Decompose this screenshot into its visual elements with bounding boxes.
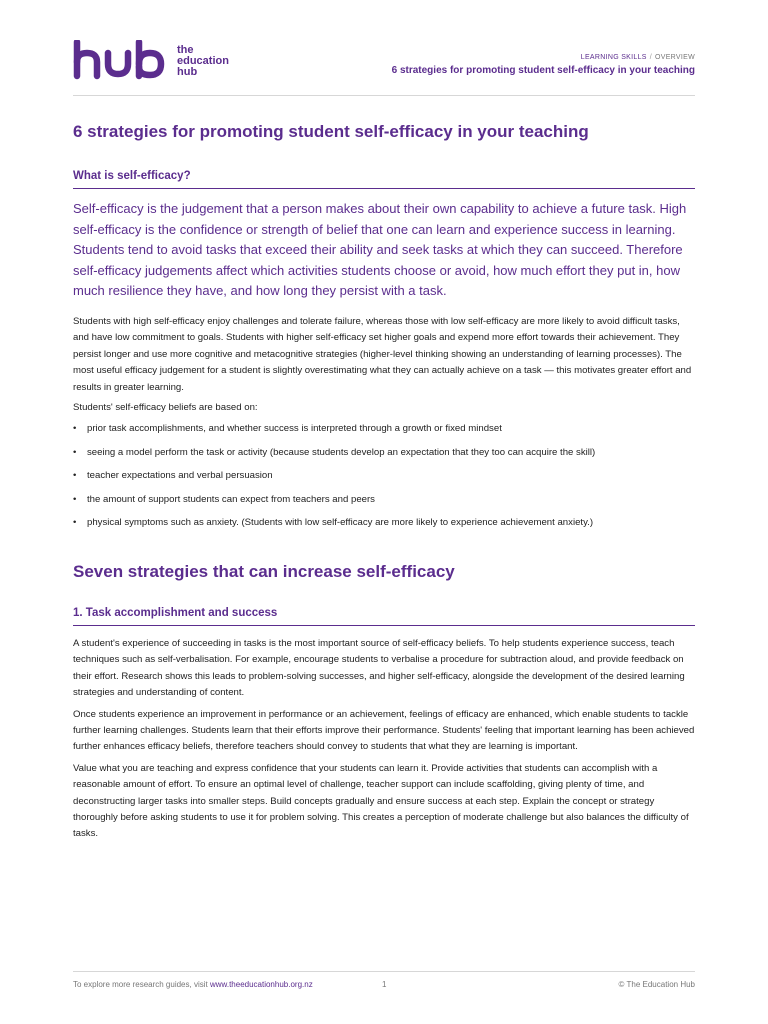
page-number: 1	[382, 980, 387, 989]
header-document-title: 6 strategies for promoting student self-efficacy in your teaching	[391, 65, 695, 76]
footer-website-link[interactable]: www.theeducationhub.org.nz	[209, 980, 313, 989]
body-paragraph: Once students experience an improvement in performance or an achievement, feelings of efficacy are enhanced, which enable students to tackle further learning challenges. Students learn that their efforts improve their performance. Students' feeling that important learning has been achieved further enhances efficacy beliefs, therefore teachers should convey to students that what they are learning is important.	[73, 708, 695, 753]
breadcrumb	[392, 53, 695, 62]
list-item: • teacher expectations and verbal persuasion	[73, 469, 695, 483]
footer-copyright: © The Education Hub	[618, 980, 695, 989]
page-title: 6 strategies for promoting student self-efficacy in your teaching	[73, 122, 589, 141]
list-item: • prior task accomplishments, and whether success is interpreted through a growth or fixed mindset	[73, 422, 695, 436]
page-footer	[73, 979, 695, 991]
section-heading-seven-strategies: Seven strategies that can increase self-efficacy	[73, 561, 455, 581]
footer-explore-label: To explore more research guides, visit	[73, 980, 210, 989]
list-item: • physical symptoms such as anxiety. (Students with low self-efficacy are more likely to experience achievement anxiety.)	[73, 516, 695, 530]
education-hub-logo	[73, 40, 243, 80]
breadcrumb-overview[interactable]: OVERVIEW	[654, 54, 695, 61]
body-paragraph: A student's experience of succeeding in tasks is the most important source of self-efficacy beliefs. To help students experience success, teach techniques such as self-verbalisation. For example, encourage students to verbalise a procedure for subtraction aloud, and provide feedback on their effort. Research shows this leads to problem-solving successes, and higher self-efficacy, alongside the development of the desired learning strategies and understanding of content.	[73, 637, 685, 699]
breadcrumb-learning-skills[interactable]: LEARNING SKILLS	[580, 54, 647, 61]
body-paragraph: Students with high self-efficacy enjoy challenges and tolerate failure, whereas those with low self-efficacy are more likely to avoid difficult tasks, and have low commitment to goals. Students with higher self-efficacy set higher goals and expend more effort towards their achievement. They persist longer and use more cognitive and metacognitive strategies (higher-level thinking showing an understanding of learning processes). The most useful efficacy judgement for a student is slightly overestimating what they can actually achieve on a task — this motivates greater effort and results in greater learning.	[73, 315, 692, 393]
header-divider	[73, 95, 695, 96]
breadcrumb-separator: /	[649, 54, 652, 61]
page-header	[73, 40, 695, 96]
lead-paragraph: Self-efficacy is the judgement that a person makes about their own capability to achieve a future task. High self-efficacy is the confidence or strength of belief that one can learn and experience success in learning. Students tend to avoid tasks that exceed their ability and seek tasks at which they can succeed. Therefore self-efficacy judgements affect which activities students choose or avoid, how much effort they put in, how much resilience they have, and how long they persist with a task.	[73, 201, 687, 299]
list-item: • the amount of support students can expect from teachers and peers	[73, 493, 695, 507]
logo-wordmark	[177, 45, 229, 78]
logo-word-education: education	[177, 55, 229, 67]
main-content	[73, 120, 695, 843]
body-paragraph: Students' self-efficacy beliefs are based on:	[73, 402, 258, 413]
list-item: • seeing a model perform the task or activity (because students develop an expectation that they too can acquire the skill)	[73, 446, 695, 460]
logo-word-hub: hub	[177, 66, 198, 78]
subheading-task-accomplishment: 1. Task accomplishment and success	[73, 606, 695, 626]
logo-word-the: the	[177, 44, 194, 56]
footer-explore-text	[73, 979, 313, 991]
subheading-what-is-self-efficacy: What is self-efficacy?	[73, 169, 695, 189]
beliefs-bullet-list	[73, 422, 695, 530]
header-meta	[392, 53, 695, 77]
hub-logo-mark-icon	[73, 40, 169, 80]
footer-divider	[73, 971, 695, 972]
body-paragraph: Value what you are teaching and express confidence that your students can learn it. Provide activities that students can accomplish with a reasonable amount of effort. To ensure an optimal level of challenge, teacher support can include scaffolding, giving plenty of time, and deconstructing larger tasks into smaller steps. Build concepts gradually and ensure success at each step. Explain the concept or strategy thoroughly before asking students to use it for problem solving. This creates a perception of moderate challenge but also balances the difficulty of tasks.	[73, 762, 689, 840]
